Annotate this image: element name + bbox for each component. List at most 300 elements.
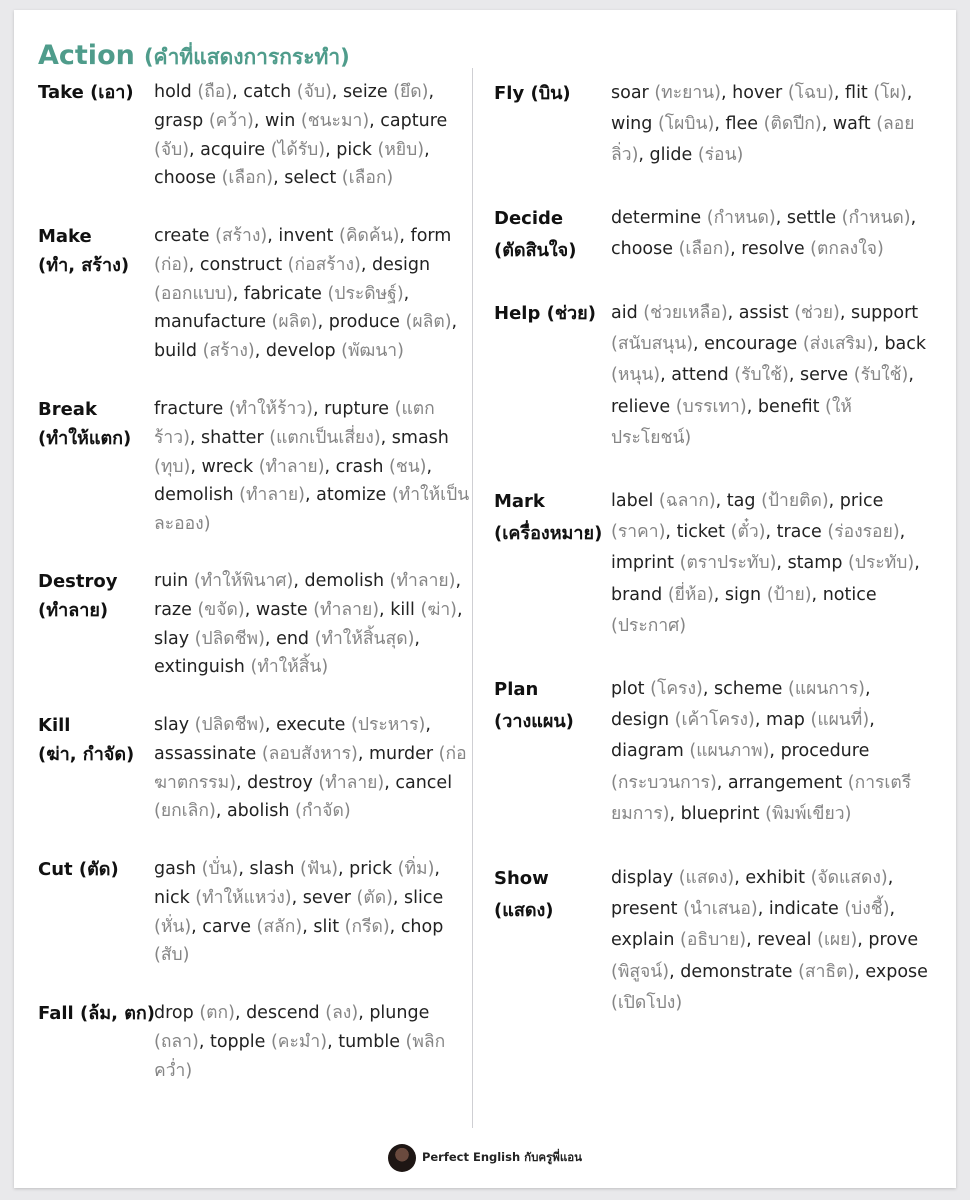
synonym-thai-text: ทิ่ม (404, 859, 428, 879)
synonym-word: stamp (787, 553, 843, 574)
synonym-thai: (จับ) (154, 139, 190, 160)
heading-line: Fly (บิน) (494, 83, 571, 104)
synonym-thai-text: แตกเป็นเสี่ยง (276, 427, 374, 448)
synonym-word: manufacture (154, 312, 266, 333)
synonym-thai: (พัฒนา) (341, 341, 404, 362)
entry-synonyms: determine (กำหนด), settle (กำหนด), choose (เลือก), resolve (ตกลงใจ) (611, 208, 917, 260)
synonym-thai-text: ร่องรอย (834, 522, 893, 543)
synonym-word: relieve (611, 396, 671, 417)
synonym-thai: (สับ) (154, 945, 190, 966)
entry-heading (494, 863, 554, 926)
synonym-word: imprint (611, 553, 675, 574)
synonym-word: trace (776, 522, 822, 543)
synonym-thai-text: กรีด (351, 916, 383, 937)
synonym-thai-text: พิมพ์เขียว (771, 803, 845, 824)
entry-heading (494, 78, 571, 110)
synonym-thai-text: ป้าย (773, 584, 805, 605)
synonym-word: create (154, 226, 210, 246)
synonym-thai: (ร่องรอย) (827, 522, 900, 543)
synonym-thai: (ปลิดชีพ) (194, 715, 265, 735)
heading-line: (ทำให้แตก) (38, 428, 132, 449)
synonym-thai-text: ยึด (400, 82, 422, 102)
synonym-thai: (หั่น) (154, 916, 192, 937)
synonym-word: construct (199, 254, 283, 275)
synonym-thai: (ป้าย) (766, 584, 812, 605)
synonym-word: serve (800, 365, 849, 386)
synonym-word: waft (832, 114, 871, 135)
synonym-thai: (บรรเทา) (675, 396, 747, 417)
synonym-thai-text: กำหนด (848, 208, 904, 228)
synonym-thai-text: ทำลาย (396, 571, 449, 591)
synonym-thai: (แตกเป็นเสี่ยง) (269, 427, 381, 448)
synonym-thai: (พิสูจน์) (611, 961, 670, 982)
synonym-thai: (อธิบาย) (680, 930, 747, 951)
synonym-word: demolish (154, 485, 234, 506)
synonym-thai-text: ตัด (363, 887, 387, 908)
synonym-word: capture (380, 110, 448, 131)
heading-line: (ทำลาย) (38, 600, 109, 621)
entry-heading (494, 486, 602, 549)
synonym-thai-text: ตก (206, 1003, 229, 1023)
synonym-thai-text: ทำให้พินาศ (200, 571, 287, 591)
synonym-word: assassinate (154, 743, 257, 764)
synonym-thai: (กำหนด) (706, 208, 776, 228)
synonym-thai-text: ทำลาย (325, 772, 378, 793)
heading-line: Fall (ล้ม, ตก) (38, 1003, 156, 1024)
synonym-word: arrangement (727, 772, 843, 793)
heading-line: (ทำ, สร้าง) (38, 255, 130, 276)
entry-synonyms: hold (ถือ), catch (จับ), seize (ยึด), grasp (คว้า), win (ชนะมา), capture (จับ), acquire (ได้รับ), pick (หยิบ), choose (เลือก), select (เลือก) (154, 82, 448, 189)
synonym-thai: (เลือก) (221, 168, 274, 189)
synonym-word: destroy (247, 772, 313, 793)
synonym-thai: (ถือ) (197, 82, 233, 102)
synonym-thai-text: พัฒนา (347, 341, 398, 362)
heading-line: Kill (38, 715, 71, 736)
synonym-thai-text: ชนะมา (307, 110, 363, 131)
synonym-thai: (ฉลาก) (658, 491, 716, 511)
entry-synonyms: create (สร้าง), invent (คิดค้น), form (ก่อ), construct (ก่อสร้าง), design (ออกแบบ), fabricate (ประดิษฐ์), manufacture (ผลิต), produce (ผลิต), build (สร้าง), develop (พัฒนา) (154, 226, 458, 362)
synonym-thai: (ออกแบบ) (154, 283, 233, 304)
heading-line: Help (ช่วย) (494, 303, 596, 324)
synonym-word: indicate (768, 899, 839, 920)
heading-line: (แสดง) (494, 899, 554, 921)
synonym-thai: (ทำให้แหว่ง) (195, 887, 292, 908)
synonym-thai: (ตราประทับ) (679, 553, 777, 574)
synonym-word: slay (154, 628, 190, 649)
entry-heading (494, 203, 576, 266)
synonym-thai-text: เลือก (228, 168, 267, 189)
synonym-thai: (ทะยาน) (654, 83, 721, 103)
synonym-word: form (410, 226, 452, 246)
synonym-thai: (ขจัด) (197, 599, 245, 620)
synonym-word: ticket (676, 522, 726, 543)
synonym-thai: (กรีด) (344, 916, 390, 937)
synonym-thai: (ปลิดชีพ) (194, 628, 265, 649)
synonym-thai-text: ก่อสร้าง (294, 254, 355, 275)
synonym-word: reveal (757, 930, 812, 951)
synonym-thai: (ยึด) (393, 82, 429, 102)
synonym-thai-text: หยิบ (384, 139, 418, 160)
entry-heading (38, 711, 134, 769)
synonym-word: ruin (154, 571, 189, 591)
synonym-thai: (ถลา) (154, 1031, 199, 1052)
synonym-word: explain (611, 930, 675, 951)
entry-heading (38, 855, 119, 884)
entry-synonyms: slay (ปลิดชีพ), execute (ประหาร), assassinate (ลอบสังหาร), murder (ก่อฆาตกรรม), destroy (ทำลาย), cancel (ยกเลิก), abolish (กำจัด) (154, 715, 467, 822)
synonym-word: assist (738, 303, 789, 323)
synonym-word: descend (246, 1003, 320, 1023)
synonym-thai-text: ลอบสังหาร (268, 743, 351, 764)
synonym-thai: (ยี่ห้อ) (667, 584, 714, 605)
title-sub: (คำที่แสดงการกระทำ) (143, 45, 350, 69)
synonym-thai: (ตั๋ว) (730, 522, 766, 543)
synonym-word: grasp (154, 110, 204, 131)
synonym-thai: (ทำให้ร้าว) (228, 399, 313, 419)
synonym-thai-text: ทะยาน (661, 83, 715, 103)
synonym-thai-text: โครง (656, 679, 697, 699)
synonym-thai-text: ติดปีก (770, 114, 815, 135)
synonym-thai-text: เผย (823, 930, 851, 951)
synonym-thai-text: กำจัด (301, 801, 344, 822)
synonym-thai: (เปิดโปง) (611, 992, 683, 1013)
synonym-thai: (ทำให้สิ้น) (250, 657, 329, 678)
heading-line: Destroy (38, 571, 118, 592)
synonym-word: slice (404, 887, 444, 908)
synonym-thai: (ทำลาย) (258, 456, 325, 477)
synonym-thai: (ทำลาย) (389, 571, 456, 591)
synonym-thai: (ผลิต) (405, 312, 452, 333)
synonym-thai-text: ทำให้ร้าว (235, 399, 307, 419)
synonym-thai: (แผนการ) (787, 679, 865, 699)
synonym-thai: (ทำลาย) (318, 772, 385, 793)
synonym-thai: (ก่อฆาตกรรม) (154, 743, 467, 793)
synonym-thai-text: ราคา (617, 522, 659, 543)
synonym-thai-text: ผลิต (412, 312, 445, 333)
synonym-thai-text: ทำให้สิ้น (257, 657, 322, 678)
synonym-thai-text: แผนการ (794, 679, 859, 699)
synonym-word: demolish (304, 571, 385, 591)
synonym-word: smash (391, 427, 449, 448)
entry-heading (38, 999, 155, 1028)
synonym-thai-text: ชน (395, 456, 420, 477)
synonym-word: attend (671, 365, 729, 386)
heading-line: Mark (494, 491, 545, 512)
synonym-thai-text: สับ (160, 945, 183, 966)
synonym-thai: (นำเสนอ) (683, 899, 758, 920)
synonym-thai-text: พิสูจน์ (617, 961, 663, 982)
synonym-thai: (ชน) (388, 456, 427, 477)
synonym-word: extinguish (154, 657, 245, 678)
synonym-thai: (ตก) (199, 1003, 235, 1023)
synonym-thai: (คว้า) (208, 110, 254, 131)
synonym-thai: (แสดง) (678, 868, 735, 888)
synonym-thai-text: ป้ายติด (767, 491, 822, 511)
synonym-thai-text: แผนภาพ (696, 741, 763, 762)
synonym-word: fabricate (243, 283, 322, 304)
synonym-thai-text: หนุน (617, 365, 654, 386)
synonym-thai: (ชนะมา) (300, 110, 370, 131)
synonym-thai-text: ตั๋ว (737, 522, 759, 543)
synonym-thai-text: ก่อฆาตกรรม (154, 743, 467, 793)
synonym-thai-text: สร้าง (209, 341, 248, 362)
synonym-word: crash (335, 456, 384, 477)
synonym-thai-text: ฆ่า (427, 599, 451, 620)
synonym-word: slash (249, 859, 295, 879)
synonym-word: exhibit (745, 868, 805, 888)
synonym-word: price (839, 491, 884, 511)
synonym-thai-text: บ่งชี้ (851, 899, 883, 920)
synonym-thai-text: จับ (303, 82, 325, 102)
synonym-thai: (ช่วย) (794, 303, 840, 323)
synonym-word: choose (611, 239, 674, 260)
synonym-word: prove (868, 930, 919, 951)
synonym-thai: (ส่งเสริม) (802, 334, 874, 355)
synonym-thai-text: ให้ประโยชน์ (611, 396, 852, 448)
synonym-word: wreck (201, 456, 254, 477)
synonym-word: wing (611, 114, 653, 135)
synonym-word: label (611, 491, 654, 511)
synonym-thai-text: โฉบ (794, 83, 828, 103)
synonym-word: prick (349, 859, 393, 879)
synonym-thai: (บ่งชี้) (844, 899, 890, 920)
synonym-thai: (เลือก) (678, 239, 731, 260)
synonym-word: shatter (201, 427, 264, 448)
synonym-thai: (สร้าง) (202, 341, 255, 362)
synonym-word: plot (611, 679, 645, 699)
heading-line: Take (เอา) (38, 82, 134, 103)
synonym-thai: (โผบิน) (657, 114, 715, 135)
avatar (388, 1144, 416, 1172)
synonym-word: plunge (369, 1003, 430, 1023)
synonym-thai: (ลอยลิ่ว) (611, 114, 915, 166)
synonym-word: waste (255, 599, 308, 620)
synonym-word: catch (243, 82, 292, 102)
synonym-thai: (โผ) (873, 83, 907, 103)
entry-heading (38, 395, 131, 453)
synonym-thai-text: โผบิน (664, 114, 708, 135)
synonym-thai: (กำจัด) (295, 801, 351, 822)
synonym-thai-text: เปิดโปง (617, 992, 676, 1013)
synonym-word: raze (154, 599, 192, 620)
synonym-thai-text: ปลิดชีพ (201, 715, 259, 735)
synonym-thai: (จับ) (296, 82, 332, 102)
synonym-word: nick (154, 887, 190, 908)
synonym-thai: (ตัด) (356, 887, 393, 908)
synonym-word: sign (724, 584, 762, 605)
heading-line: Plan (494, 679, 539, 700)
synonym-thai: (เค้าโครง) (674, 710, 755, 731)
entry-synonyms: plot (โครง), scheme (แผนการ), design (เค้าโครง), map (แผนที่), diagram (แผนภาพ), procedure (กระบวนการ), arrangement (การเตรียมการ), blueprint (พิมพ์เขียว) (611, 679, 912, 824)
synonym-word: kill (390, 599, 415, 620)
synonym-thai-text: แตกร้าว (154, 399, 435, 448)
synonym-thai: (ทุบ) (154, 456, 191, 477)
entry-synonyms: ruin (ทำให้พินาศ), demolish (ทำลาย), raze (ขจัด), waste (ทำลาย), kill (ฆ่า), slay (ปลิดชีพ), end (ทำให้สิ้นสุด), extinguish (ทำให้สิ้น) (154, 571, 463, 678)
synonym-thai-text: ลง (332, 1003, 352, 1023)
entry-synonyms: soar (ทะยาน), hover (โฉบ), flit (โผ), wing (โผบิน), flee (ติดปีก), waft (ลอยลิ่ว), glide (ร่อน) (611, 83, 915, 166)
synonym-word: win (265, 110, 296, 131)
synonym-thai: (ได้รับ) (270, 139, 326, 160)
synonym-thai: (สนับสนุน) (611, 334, 694, 355)
synonym-thai: (ทำให้พินาศ) (193, 571, 294, 591)
synonym-thai-text: ส่งเสริม (809, 334, 867, 355)
synonym-word: tumble (338, 1031, 400, 1052)
synonym-thai: (ฟัน) (300, 859, 339, 879)
entry-synonyms: fracture (ทำให้ร้าว), rupture (แตกร้าว), shatter (แตกเป็นเสี่ยง), smash (ทุบ), wreck (ทำลาย), crash (ชน), demolish (ทำลาย), atomize (ทำให้เป็นละออง) (154, 399, 470, 535)
synonym-thai: (ให้ประโยชน์) (611, 396, 852, 448)
synonym-word: fracture (154, 399, 224, 419)
synonym-word: glide (649, 145, 693, 166)
synonym-word: execute (276, 715, 346, 735)
synonym-thai: (ก่อสร้าง) (287, 254, 361, 275)
synonym-thai: (หนุน) (611, 365, 661, 386)
synonym-word: present (611, 899, 678, 920)
synonym-thai: (เผย) (817, 930, 858, 951)
entry-heading (38, 567, 117, 625)
synonym-thai: (จัดแสดง) (810, 868, 888, 888)
entry-heading (38, 78, 134, 107)
synonym-thai-text: สาธิต (804, 961, 848, 982)
synonym-thai: (คะมำ) (270, 1031, 328, 1052)
synonym-thai-text: บรรเทา (682, 396, 740, 417)
synonym-thai-text: ฟัน (306, 859, 332, 879)
synonym-thai: (ฆ่า) (420, 599, 457, 620)
synonym-thai-text: ทำลาย (320, 599, 373, 620)
entry-heading (494, 674, 574, 737)
synonym-thai: (ลง) (325, 1003, 359, 1023)
heading-line: (ตัดสินใจ) (494, 239, 577, 261)
heading-line: Decide (494, 208, 564, 229)
footer-text: Perfect English กับครูพี่แอน (421, 1150, 583, 1164)
synonym-thai: (ผลิต) (271, 312, 318, 333)
synonym-thai: (ประทับ) (848, 553, 915, 574)
entry-synonyms: aid (ช่วยเหลือ), assist (ช่วย), support (สนับสนุน), encourage (ส่งเสริม), back (หนุน), attend (รับใช้), serve (รับใช้), relieve (บรรเทา), benefit (ให้ประโยชน์) (611, 303, 927, 448)
synonym-word: benefit (757, 396, 820, 417)
synonym-thai: (โฉบ) (787, 83, 834, 103)
synonym-thai-text: ทำให้เป็นละออง (154, 485, 470, 535)
synonym-thai-text: ออกแบบ (160, 283, 226, 304)
synonym-word: resolve (741, 239, 805, 260)
synonym-word: brand (611, 584, 663, 605)
synonym-word: map (766, 710, 805, 731)
synonym-word: support (850, 303, 919, 323)
synonym-thai-text: อธิบาย (686, 930, 740, 951)
synonym-thai-text: ทำลาย (245, 485, 299, 506)
heading-line: Cut (ตัด) (38, 859, 119, 880)
entry-synonyms: drop (ตก), descend (ลง), plunge (ถลา), topple (คะมำ), tumble (พลิกคว่ำ) (154, 1003, 446, 1081)
synonym-thai: (สร้าง) (215, 226, 268, 246)
synonym-thai-text: บั่น (208, 859, 232, 879)
synonym-thai-text: ฉลาก (665, 491, 709, 511)
heading-line: Show (494, 868, 549, 889)
synonym-thai-text: แสดง (685, 868, 728, 888)
synonym-thai: (กระบวนการ) (611, 772, 717, 793)
synonym-thai: (ลอบสังหาร) (261, 743, 358, 764)
synonym-word: acquire (200, 139, 266, 160)
synonym-thai-text: ปลิดชีพ (201, 628, 259, 649)
synonym-thai: (ประกาศ) (611, 615, 687, 636)
synonym-thai-text: เค้าโครง (681, 710, 749, 731)
synonym-thai: (ก่อ) (154, 254, 189, 275)
synonym-thai-text: ประหาร (357, 715, 419, 735)
synonym-word: back (884, 334, 927, 355)
synonym-thai: (ราคา) (611, 522, 666, 543)
synonym-thai: (พลิกคว่ำ) (154, 1031, 446, 1081)
synonym-thai: (พิมพ์เขียว) (765, 803, 852, 824)
entry-heading (38, 222, 129, 280)
synonym-thai: (โครง) (650, 679, 703, 699)
synonym-thai-text: เลือก (348, 168, 387, 189)
synonym-word: expose (865, 961, 928, 982)
synonym-thai-text: ก่อ (160, 254, 182, 275)
synonym-thai-text: คว้า (215, 110, 248, 131)
synonym-word: flit (845, 83, 868, 103)
synonym-word: carve (202, 916, 251, 937)
synonym-thai: (ประดิษฐ์) (327, 283, 404, 304)
synonym-word: invent (278, 226, 334, 246)
synonym-thai: (สลัก) (256, 916, 303, 937)
synonym-thai-text: ช่วย (801, 303, 833, 323)
heading-line: (วางแผน) (494, 710, 574, 732)
synonym-thai-text: รับใช้ (860, 365, 902, 386)
synonym-thai-text: จัดแสดง (817, 868, 881, 888)
synonym-word: rupture (324, 399, 390, 419)
synonym-thai-text: พลิกคว่ำ (154, 1031, 446, 1081)
synonym-word: notice (822, 584, 877, 605)
synonym-thai-text: ร่อน (704, 145, 737, 166)
synonym-word: determine (611, 208, 702, 228)
synonym-word: end (276, 628, 310, 649)
synonym-thai-text: รับใช้ (741, 365, 783, 386)
synonym-word: pick (336, 139, 372, 160)
synonym-thai: (บั่น) (201, 859, 239, 879)
synonym-word: slit (313, 916, 340, 937)
synonym-thai: (แผนภาพ) (689, 741, 770, 762)
synonym-thai: (ทำลาย) (239, 485, 305, 506)
synonym-thai-text: ทำลาย (265, 456, 318, 477)
synonym-word: procedure (780, 741, 870, 762)
entry-synonyms: gash (บั่น), slash (ฟัน), prick (ทิ่ม), nick (ทำให้แหว่ง), sever (ตัด), slice (หั่น), carve (สลัก), slit (กรีด), chop (สับ) (154, 859, 444, 966)
page-title (38, 40, 350, 74)
entry-synonyms: display (แสดง), exhibit (จัดแสดง), present (นำเสนอ), indicate (บ่งชี้), explain (อธิบาย), reveal (เผย), prove (พิสูจน์), demonstrate (สาธิต), expose (เปิดโปง) (611, 868, 928, 1013)
synonym-thai: (ตกลงใจ) (810, 239, 884, 260)
synonym-thai-text: เลือก (685, 239, 724, 260)
synonym-word: design (372, 254, 431, 275)
synonym-word: choose (154, 168, 217, 189)
synonym-thai-text: แผนที่ (817, 710, 863, 731)
heading-line: (เครื่องหมาย) (494, 522, 603, 544)
column-divider (472, 68, 473, 1128)
synonym-thai: (ช่วยเหลือ) (643, 303, 728, 323)
synonym-word: build (154, 341, 198, 362)
synonym-thai-text: ตราประทับ (686, 553, 770, 574)
synonym-word: demonstrate (680, 961, 793, 982)
synonym-thai-text: ตกลงใจ (817, 239, 878, 260)
synonym-thai-text: ทุบ (160, 456, 184, 477)
synonym-word: gash (154, 859, 197, 879)
synonym-thai-text: หั่น (160, 916, 185, 937)
synonym-thai: (ติดปีก) (763, 114, 822, 135)
synonym-thai-text: คะมำ (277, 1031, 321, 1052)
synonym-word: select (284, 168, 337, 189)
synonym-thai: (รับใช้) (853, 365, 909, 386)
synonym-thai-text: การเตรียมการ (611, 772, 912, 824)
synonym-word: settle (786, 208, 837, 228)
synonym-thai: (ร่อน) (697, 145, 744, 166)
title-main: Action (38, 40, 135, 71)
synonym-thai-text: ยกเลิก (160, 801, 209, 822)
synonym-word: murder (368, 743, 434, 764)
synonym-word: encourage (704, 334, 798, 355)
